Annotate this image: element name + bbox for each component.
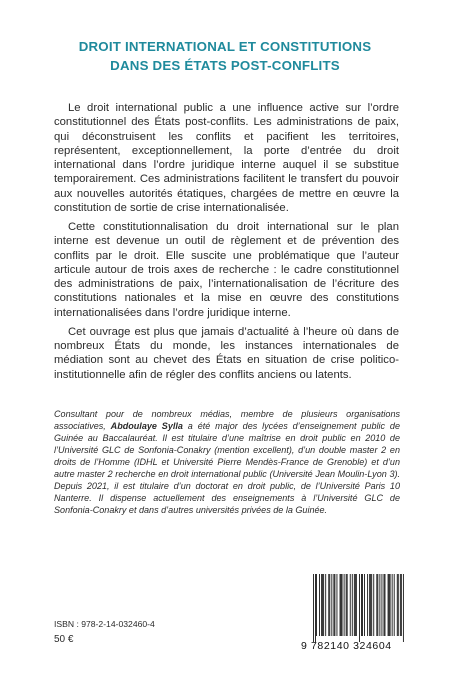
bio-intro: Consultant pour de nombreux médias, membre de plusieurs organisations associatives, xyxy=(54,409,400,431)
summary-paragraph-2: Cette constitutionnalisation du droit international sur le plan interne est devenue un outil de règlement et de prévention des conflits par le droit. Elle suscite une problématique que l’auteur articule autour de trois axes de recherche : le cadre constitutionnel des administrations de paix, l’internationalisation de l’écriture des constitutions nationales et la mise en œuvre des constitutions internationalisées dans l’ordre juridique interne. xyxy=(54,221,399,319)
book-summary xyxy=(54,101,399,387)
price-label: 50 € xyxy=(54,634,74,645)
bio-details: a été major des lycées d’enseignement public de Guinée au Baccalauréat. Il est titulaire d’une maîtrise en droit public en 2010 de l’Université GLC de Sonfonia-Conakry (mention excellent), d’un double master 2 en droits de l’Homme (IDHL et Université Pierre Mendès-France de Grenoble) et d’un autre master 2 recherche en droit international public (Université Jean Moulin-Lyon 3). Depuis 2021, il est titulaire d’un doctorat en droit public, de l’Université Paris 10 Nanterre. Il dispense actuellement des enseignements à l’Université GLC de Sonfonia-Conakry et dans d’autres universités privées de la Guinée. xyxy=(54,421,400,515)
summary-paragraph-1: Le droit international public a une influence active sur l’ordre constitutionnel des États post-conflits. Les administrations de paix, qui déconstruisent les conflits et pacifient les territoires, représentent, exceptionnellement, la porte d’entrée du droit international dans l’ordre juridique interne auquel il se substitue temporairement. Ces administrations facilitent le transfert du pouvoir aux nouvelles autorités étatiques, chargées de mettre en œuvre la constitution de sortie de crise internationalisée. xyxy=(54,102,399,214)
author-biography xyxy=(54,408,400,516)
isbn-number: ISBN : 978-2-14-032460-4 xyxy=(54,619,155,629)
barcode-icon xyxy=(313,574,405,642)
author-name: Abdoulaye Sylla xyxy=(110,421,183,431)
barcode-number: 9 782140 324604 xyxy=(301,640,392,652)
summary-paragraph-3: Cet ouvrage est plus que jamais d’actualité à l’heure où dans de nombreux États du monde, les instances internationales de médiation sont au chevet des États en situation de crise politico-institutionnelle afin de régler des conflits anciens ou latents. xyxy=(54,325,399,381)
book-title-line-1: DROIT INTERNATIONAL ET CONSTITUTIONS xyxy=(78,39,372,54)
book-title-line-2: DANS DES ÉTATS POST-CONFLITS xyxy=(110,58,340,73)
book-title xyxy=(40,37,410,75)
